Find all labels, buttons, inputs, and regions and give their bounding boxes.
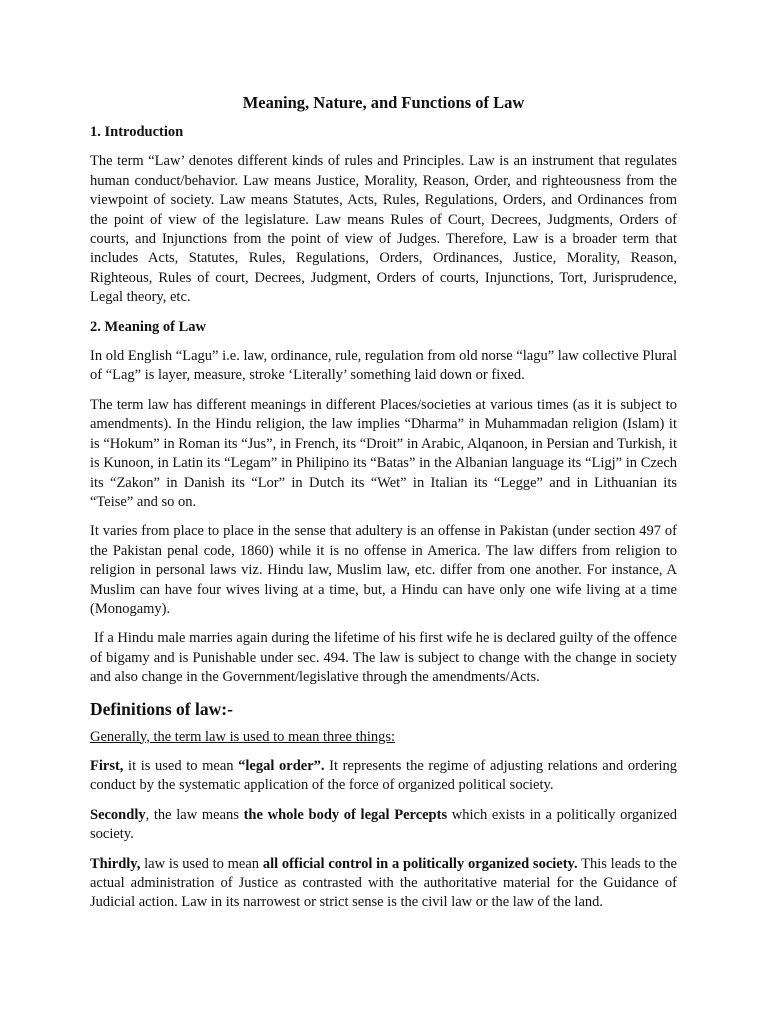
heading-introduction: 1. Introduction [90,124,184,140]
paragraph-meaning-1: In old English “Lagu” i.e. law, ordinance, rule, regulation from old norse “lagu” law collective Plural of “Lag” is layer, measure, stroke ‘Literally’ something laid down or fixed. [90,348,677,384]
paragraph-meaning-2: The term law has different meanings in different Places/societies at various times (as it is subject to amendments). In the Hindu religion, the law implies “Dharma” in Muhammadan religion (Islam) it is “Hokum” in Roman its “Jus”, in French, its “Droit” in Arabic, Alqanoon, in Persian and Turkish, it is Kunoon, in Latin its “Legam” in Philipino its “Batas” in the Albanian language its “Ligj” in Czech its “Zakon” in Danish its “Lor” in Dutch its “Wet” in Italian its “Legge” and in Lithuanian its “Teise” and so on. [90,396,677,510]
definitions-intro-text: Generally, the term law is used to mean three things: [90,728,396,745]
definition-second-pre: , the law means [145,806,244,823]
heading-meaning-of-law: 2. Meaning of Law [90,318,206,335]
definition-third-bold: all official control in a politically organized society. [262,855,578,872]
definition-second-lead: Secondly [90,806,146,823]
definition-third [90,855,677,913]
definition-first-lead: First, [90,757,124,774]
paragraph-meaning-4: If a Hindu male marries again during the lifetime of his first wife he is declared guilty of the offence of bigamy and is Punishable under sec. 494. The law is subject to change with the change in society and also change in the Government/legislative through the amendments/Acts. [90,630,677,686]
heading-definitions: Definitions of law:- [90,698,233,719]
definition-first-pre: it is used to mean [123,757,239,774]
definition-first-bold: “legal order”. [238,757,325,774]
paragraph-meaning-3: It varies from place to place in the sense that adultery is an offense in Pakistan (under section 497 of the Pakistan penal code, 1860) while it is no offense in America. The law differs from religion to religion in personal laws viz. Hindu law, Muslim law, etc. differ from one another. For instance, A Muslim can have four wives living at a time, but, a Hindu can have only one wife living at a time (Monogamy). [90,523,677,617]
definition-first-post: It represents the regime of adjusting relations and ordering conduct by the systematic application of the force of organized political society. [90,757,677,794]
definition-third-pre: law is used to mean [140,855,263,872]
definitions-intro [90,728,677,747]
definition-first [90,757,677,796]
paragraph-introduction: The term “Law’ denotes different kinds of rules and Principles. Law is an instrument that regulates human conduct/behavior. Law means Justice, Morality, Reason, Order, and righteousness from the viewpoint of society. Law means Statutes, Acts, Rules, Regulations, Orders, and Ordinances from the point of view of the legislature. Law means Rules of Court, Decrees, Judgments, Orders of courts, and Injunctions from the point of view of Judges. Therefore, Law is a broader term that includes Acts, Statutes, Rules, Regulations, Orders, Ordinances, Justice, Morality, Reason, Righteous, Rules of court, Decrees, Judgment, Orders of courts, Injunctions, Tort, Jurisprudence, Legal theory, etc. [90,153,677,306]
definition-second-bold: the whole body of legal Percepts [243,806,448,823]
definition-second [90,806,677,845]
document-title: Meaning, Nature, and Functions of Law [242,93,525,112]
definition-third-post: This leads to the actual administration of Justice as contrasted with the authoritative material for the Guidance of Judicial action. Law in its narrowest or strict sense is the civil law or the law of the land. [90,855,677,911]
definition-second-post: which exists in a politically organized society. [90,806,678,843]
definition-third-lead: Thirdly, [90,855,141,872]
